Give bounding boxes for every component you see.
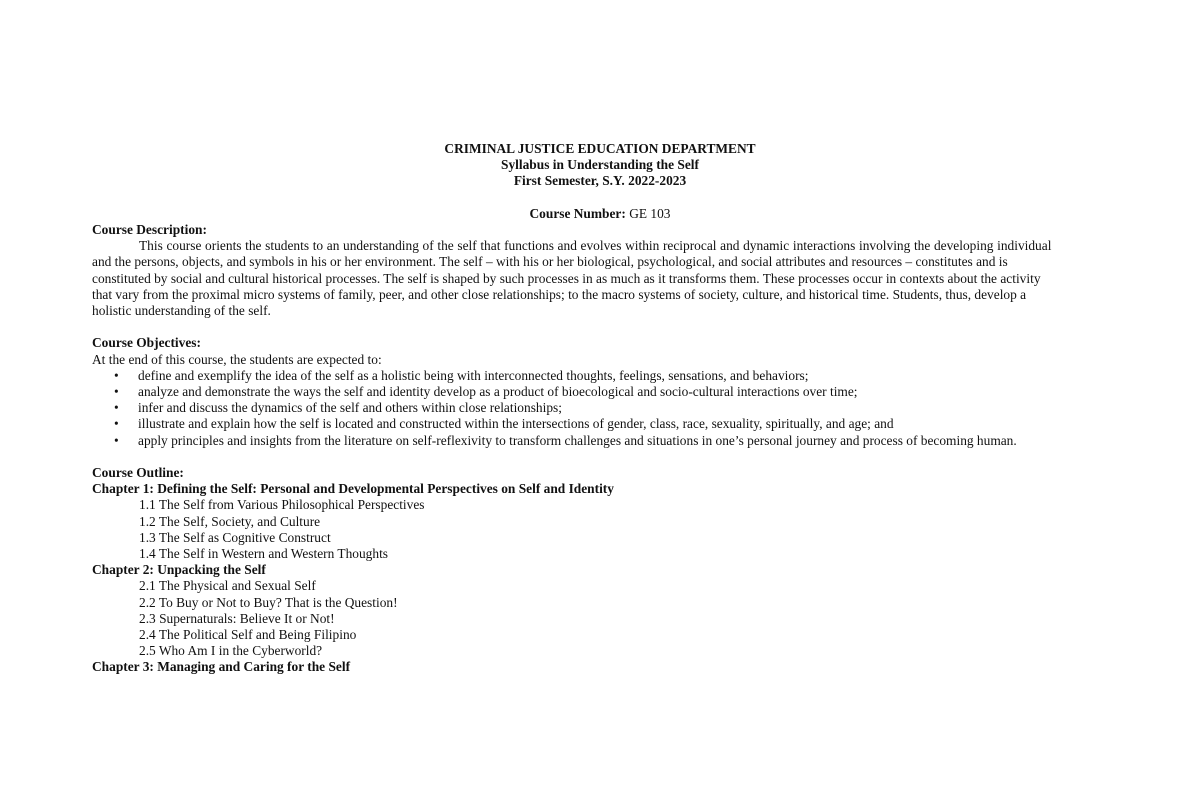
spacer — [92, 449, 1108, 465]
chapter-2-title: Chapter 2: Unpacking the Self — [92, 562, 266, 578]
objective-text: infer and discuss the dynamics of the self and others within close relationships; — [138, 400, 562, 416]
department-title: CRIMINAL JUSTICE EDUCATION DEPARTMENT — [444, 141, 756, 156]
list-item — [92, 384, 1108, 400]
objective-text: apply principles and insights from the literature on self-reflexivity to transform challenges and situations in one’s personal journey and process of becoming human. — [138, 432, 1017, 448]
chapter-1-title: Chapter 1: Defining the Self: Personal and Developmental Perspectives on Self and Identity — [92, 481, 614, 497]
topic-item: 2.2 To Buy or Not to Buy? That is the Question! — [139, 594, 398, 610]
syllabus-document — [92, 141, 1108, 676]
outline-heading: Course Outline: — [92, 465, 184, 481]
course-number-value: GE 103 — [629, 205, 671, 221]
objective-text: analyze and demonstrate the ways the self and identity develop as a product of bioecological and socio-cultural interactions over time; — [138, 384, 858, 400]
bullet-icon: • — [114, 416, 119, 432]
description-heading: Course Description: — [92, 222, 207, 237]
course-number-line — [92, 206, 1108, 222]
list-item — [92, 400, 1108, 416]
chapter-3-title: Chapter 3: Managing and Caring for the Self — [92, 659, 351, 675]
topic-item: 1.3 The Self as Cognitive Construct — [139, 529, 331, 545]
bullet-icon: • — [114, 384, 119, 400]
topic-item: 1.1 The Self from Various Philosophical Perspectives — [139, 497, 425, 513]
list-item — [92, 416, 1108, 432]
bullet-icon: • — [114, 367, 119, 383]
topic-item: 2.3 Supernaturals: Believe It or Not! — [139, 610, 335, 626]
topic-item: 2.4 The Political Self and Being Filipino — [139, 627, 357, 643]
description-line: constituted by social and cultural historical processes. The self is shaped by such processes in as much as it transforms them. These processes occur in contexts about the activity — [92, 270, 1041, 286]
spacer — [92, 319, 1108, 335]
bullet-icon: • — [114, 432, 119, 448]
objectives-list — [92, 368, 1108, 449]
semester-title: First Semester, S.Y. 2022-2023 — [513, 173, 687, 189]
description-paragraph — [92, 238, 1108, 319]
description-line: This course orients the students to an understanding of the self that functions and evolves within reciprocal and dynamic interactions involving the developing individual — [139, 238, 1052, 254]
description-line: that vary from the proximal micro systems of family, peer, and other close relationships; to the macro systems of society, culture, and historical time. Students, thus, develop a — [92, 286, 1027, 302]
syllabus-title: Syllabus in Understanding the Self — [501, 157, 699, 173]
topic-item: 1.4 The Self in Western and Western Thoughts — [139, 546, 389, 562]
spacer — [92, 190, 1108, 206]
description-line: holistic understanding of the self. — [92, 303, 271, 319]
list-item — [92, 433, 1108, 449]
course-number-label: Course Number: — [529, 205, 626, 221]
list-item — [92, 368, 1108, 384]
topic-item: 2.1 The Physical and Sexual Self — [139, 578, 316, 594]
bullet-icon: • — [114, 400, 119, 416]
objectives-intro: At the end of this course, the students are expected to: — [92, 351, 382, 367]
description-line: and the persons, objects, and symbols in his or her environment. The self – with his or her biological, psychological, and social attributes and resources – constitutes and is — [92, 254, 1008, 270]
objective-text: illustrate and explain how the self is located and constructed within the intersections of gender, class, race, sexuality, spiritually, and age; and — [138, 416, 894, 432]
topic-item: 1.2 The Self, Society, and Culture — [139, 513, 321, 529]
objectives-heading: Course Objectives: — [92, 335, 201, 351]
objective-text: define and exemplify the idea of the self as a holistic being with interconnected thoughts, feelings, sensations, and behaviors; — [138, 367, 809, 383]
topic-item: 2.5 Who Am I in the Cyberworld? — [139, 643, 323, 659]
